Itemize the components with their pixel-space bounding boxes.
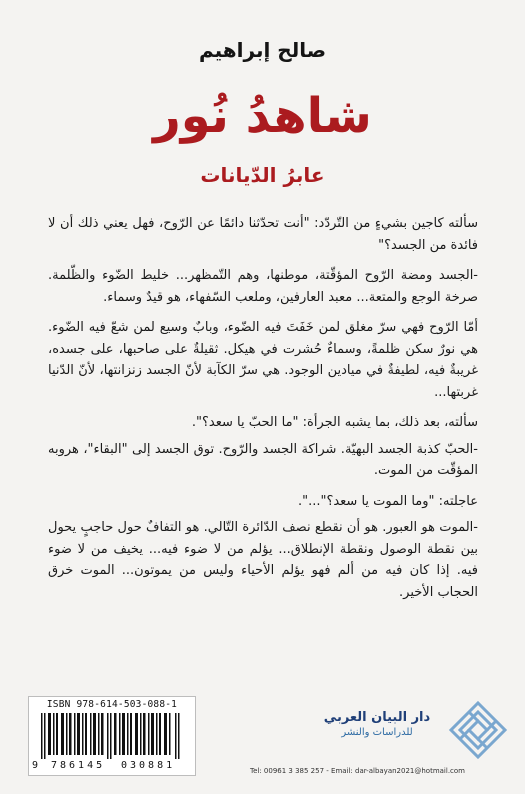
- barcode-group-1: 786145: [51, 760, 106, 771]
- author-name: صالح إبراهيم: [198, 38, 327, 62]
- isbn-barcode: [28, 696, 196, 776]
- blurb-paragraph: -الجسد ومضة الرّوح المؤقّتة، موطنها، وهم التّمظهر... خليط الضّوء والظّلمة. صرخة الوجع والمتعة... معبد العارفين، وملعب السّفهاء، هو قيدٌ وسماء.: [48, 268, 478, 305]
- barcode-bars: [41, 713, 183, 759]
- barcode-group-2: 030881: [121, 760, 176, 771]
- publisher-block: [312, 710, 442, 738]
- blurb-paragraph: سألته كاجين بشيءٍ من التّردّد: "أنت تحدّثنا دائمًا عن الرّوح، فهل يعني ذلك أن لا فائدة من الجسد؟": [48, 216, 478, 253]
- blurb-paragraph: أمّا الرّوح فهي سرّ مغلق لمن خَفَتَ فيه الضّوء، وبابٌ وسيع لمن شعّ فيه الضّوء. هي نورٌ سكن ظلمةً، وسماءٌ حُشرت في هيكل. ثقيلةٌ على صاحبها، على جسده، غريبةٌ فيه، لطيفةٌ في ميادين الوجود. هي سرّ الكآبة لأنّ الجسد زنزانتها، لأنّ الدّنيا غربتها...: [48, 320, 478, 400]
- publisher-name: دار البيان العربي: [323, 710, 431, 725]
- blurb-paragraph: -الحبّ كذبة الجسد البهيّة. شراكة الجسد والرّوح. توق الجسد إلى "البقاء"، هروبه المؤقّت من الموت.: [48, 441, 478, 478]
- blurb-paragraph: -الموت هو العبور. هو أن نقطع نصف الدّائرة التّالي. هو التفافٌ حول حاجبٍ يحول بين نقطة الوصول ونقطة الإنطلاق... يؤلم من لا ضوء فيه... يخيف من لا ضوء فيه. إذا كان فيه من ألم فهو يؤلم الأحياء وليس من يموتون... الموت خرق الحجاب الأخير.: [48, 520, 478, 600]
- publisher-logo-icon: [448, 700, 508, 760]
- book-title: شاهدُ نُور: [153, 88, 372, 144]
- publisher-tagline: للدراسات والنشر: [341, 727, 413, 738]
- publisher-contact: Tel: 00961 3 385 257 - Email: dar-albayan2021@hotmail.com: [250, 767, 465, 775]
- isbn-label: ISBN 978-614-503-088-1: [46, 699, 178, 710]
- barcode-lead-digit: 9: [32, 760, 39, 771]
- blurb-paragraph: عاجلته: "وما الموت يا سعد؟"...".: [297, 493, 478, 509]
- blurb-text: [48, 213, 478, 612]
- book-subtitle: عابرُ الدّيانات: [200, 163, 325, 187]
- blurb-paragraph: سألته، بعد ذلك، بما يشبه الجرأة: "ما الحبّ يا سعد؟".: [191, 415, 478, 430]
